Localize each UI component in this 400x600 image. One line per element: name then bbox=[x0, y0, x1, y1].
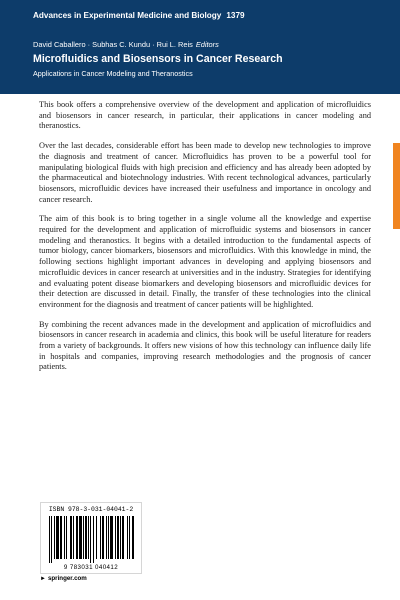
barcode-bar bbox=[132, 516, 134, 559]
series-name: Advances in Experimental Medicine and Biology bbox=[33, 11, 222, 20]
barcode-bar bbox=[122, 516, 124, 559]
barcode-bar bbox=[96, 516, 97, 559]
barcode-bar bbox=[79, 516, 82, 559]
blurb-paragraph: Over the last decades, considerable effort has been made to develop new technologies to improve the diagnosis and treatment of cancer. Microfluidics has proven to be a powerful tool for manipulating biological fluids with high precision and efficiency and has already been adopted by the pharmaceutical and biotechnology industries. With recent technological advances, particularly biosensors, microfluidic devices have increased their usefulness and importance in oncology and cancer research. bbox=[39, 141, 371, 204]
barcode-bar bbox=[110, 516, 113, 559]
barcode-bar bbox=[115, 516, 116, 559]
barcode-block bbox=[40, 502, 142, 574]
barcode-bar bbox=[90, 516, 91, 563]
editors-names: David Caballero · Subhas C. Kundu · Rui L. Reis bbox=[33, 40, 193, 49]
barcode-bar bbox=[85, 516, 87, 559]
barcode-bar bbox=[127, 516, 128, 559]
barcode-bar bbox=[73, 516, 74, 559]
isbn-label: ISBN 978-3-031-04041-2 bbox=[48, 506, 134, 513]
blurb bbox=[39, 100, 371, 382]
barcode-bar bbox=[49, 516, 50, 563]
blurb-paragraph: This book offers a comprehensive overview of the development and application of microfluidics and biosensors in cancer research, in particular, their applications in cancer modeling and theranostics. bbox=[39, 100, 371, 131]
series-title bbox=[33, 11, 245, 20]
book-subtitle: Applications in Cancer Modeling and Theranostics bbox=[33, 69, 193, 78]
editors-line bbox=[33, 40, 219, 49]
barcode-bar bbox=[100, 516, 101, 559]
blurb-paragraph: The aim of this book is to bring together in a single volume all the knowledge and expertise required for the development and application of microfluidic systems and biosensors in cancer modeling and theranostics. It begins with a detailed introduction to the fundamental aspects of tumor biology, cancer biomarkers, biosensors and microfluidics. With this knowledge in mind, the following sections highlight important advances in developing and applying biosensors and microfluidic devices in cancer research at universities and in the industry. Strategies for identifying and evaluating potent disease biomarkers and developing biosensors and microfluidic devices for their detection are discussed in detail. Finally, the transfer of these technologies into the clinical environment for the diagnosis and treatment of cancer patients will be highlighted. bbox=[39, 214, 371, 309]
barcode-bar bbox=[117, 516, 119, 559]
barcode-bar bbox=[129, 516, 130, 559]
barcode-bar bbox=[102, 516, 104, 559]
barcode-bar bbox=[51, 516, 52, 563]
accent-tab bbox=[393, 143, 400, 229]
barcode-bar bbox=[88, 516, 89, 559]
blurb-paragraph: By combining the recent advances made in the development and application of microfluidics and biosensors in cancer research in academia and clinics, this book will be useful literature for readers from a variety of backgrounds. It offers new visions of how this technology can influence daily life in hospitals and companies, improving research methodologies and the prognosis of cancer patients. bbox=[39, 319, 371, 372]
barcode-image bbox=[47, 516, 135, 563]
barcode-bar bbox=[70, 516, 72, 559]
barcode-bar bbox=[93, 516, 94, 563]
barcode-bar bbox=[54, 516, 55, 559]
barcode-bar bbox=[64, 516, 65, 559]
barcode-digits: 9 783031 040412 bbox=[63, 564, 119, 571]
barcode-bar bbox=[66, 516, 67, 559]
editors-role: Editors bbox=[195, 40, 219, 49]
barcode-bar bbox=[106, 516, 107, 559]
publisher-site bbox=[40, 575, 87, 582]
barcode-bar bbox=[108, 516, 109, 559]
barcode-bar bbox=[60, 516, 62, 559]
series-volume: 1379 bbox=[226, 11, 245, 20]
cover-header bbox=[0, 0, 400, 94]
barcode-bar bbox=[76, 516, 78, 559]
barcode-bar bbox=[83, 516, 84, 559]
barcode-bar bbox=[56, 516, 59, 559]
arrow-icon: ► bbox=[40, 576, 46, 582]
book-title: Microfluidics and Biosensors in Cancer Research bbox=[33, 53, 283, 65]
barcode-bar bbox=[120, 516, 121, 559]
site-url: springer.com bbox=[47, 575, 87, 582]
